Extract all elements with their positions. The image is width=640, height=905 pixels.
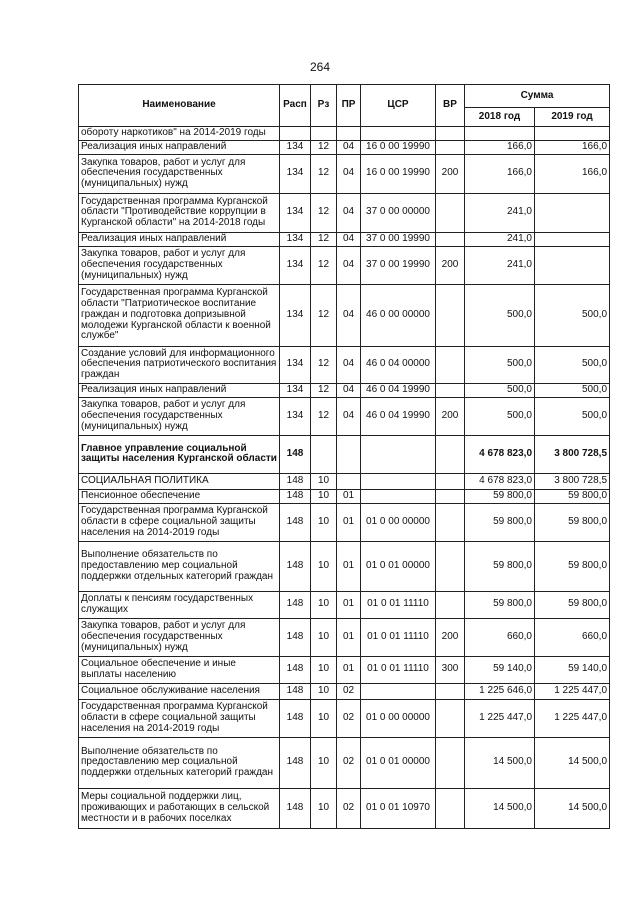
- row-rz: 10: [311, 699, 337, 737]
- row-name: Государственная программа Курганской области "Патриотическое воспитание граждан и подготовка допризывной молодежи Курганской области к военной службе": [79, 284, 280, 346]
- row-rasp: 148: [280, 503, 311, 541]
- row-name: Реализация иных направлений: [79, 232, 280, 246]
- row-pr: 01: [337, 541, 361, 591]
- header-2019: 2019 год: [535, 108, 610, 127]
- row-sum-2018: 14 500,0: [465, 737, 535, 788]
- row-name: Выполнение обязательств по предоставлению мер социальной поддержки отдельных категорий граждан: [79, 541, 280, 591]
- row-pr: 04: [337, 383, 361, 397]
- row-csr: [361, 127, 436, 141]
- table-row: [79, 193, 610, 232]
- row-sum-2018: 241,0: [465, 193, 535, 232]
- table-row: [79, 346, 610, 383]
- row-vr: [436, 346, 465, 383]
- row-vr: [436, 284, 465, 346]
- row-sum-2018: 59 800,0: [465, 489, 535, 503]
- row-pr: 04: [337, 246, 361, 284]
- row-sum-2018: 59 140,0: [465, 656, 535, 683]
- row-vr: [436, 473, 465, 489]
- table-row: [79, 788, 610, 828]
- table-row: [79, 591, 610, 618]
- row-vr: 300: [436, 656, 465, 683]
- header-name: Наименование: [79, 85, 280, 127]
- row-vr: [436, 503, 465, 541]
- row-name: Меры социальной поддержки лиц, проживающих и работающих в сельской местности и в рабочих поселках: [79, 788, 280, 828]
- header-rz: Рз: [311, 85, 337, 127]
- page-number: 264: [309, 60, 331, 74]
- table-row: [79, 683, 610, 699]
- table-body: [79, 127, 610, 829]
- row-sum-2019: 166,0: [535, 154, 610, 193]
- row-sum-2018: 4 678 823,0: [465, 473, 535, 489]
- row-sum-2018: 500,0: [465, 397, 535, 435]
- table-row: [79, 232, 610, 246]
- row-rz: 12: [311, 140, 337, 154]
- row-vr: [436, 699, 465, 737]
- row-name: Государственная программа Курганской области "Противодействие коррупции в Курганской области" на 2014-2018 годы: [79, 193, 280, 232]
- row-sum-2018: 500,0: [465, 284, 535, 346]
- row-vr: 200: [436, 154, 465, 193]
- row-sum-2019: [535, 193, 610, 232]
- table-row: [79, 383, 610, 397]
- row-sum-2019: 59 140,0: [535, 656, 610, 683]
- row-sum-2018: 500,0: [465, 346, 535, 383]
- row-sum-2019: 500,0: [535, 284, 610, 346]
- row-sum-2019: [535, 127, 610, 141]
- row-sum-2019: 660,0: [535, 618, 610, 656]
- table-row: [79, 699, 610, 737]
- row-rasp: 134: [280, 246, 311, 284]
- row-sum-2019: 1 225 447,0: [535, 683, 610, 699]
- row-pr: 01: [337, 503, 361, 541]
- row-sum-2018: 1 225 447,0: [465, 699, 535, 737]
- row-csr: 37 0 00 19990: [361, 232, 436, 246]
- row-sum-2018: 59 800,0: [465, 591, 535, 618]
- header-2018: 2018 год: [465, 108, 535, 127]
- row-pr: 04: [337, 232, 361, 246]
- row-sum-2018: 500,0: [465, 383, 535, 397]
- row-sum-2018: 241,0: [465, 246, 535, 284]
- row-pr: 04: [337, 397, 361, 435]
- row-csr: 01 0 01 10970: [361, 788, 436, 828]
- row-vr: 200: [436, 618, 465, 656]
- row-rz: 12: [311, 154, 337, 193]
- row-rz: 10: [311, 503, 337, 541]
- row-rz: 12: [311, 232, 337, 246]
- row-pr: [337, 473, 361, 489]
- row-name: Социальное обеспечение и иные выплаты населению: [79, 656, 280, 683]
- row-sum-2019: 14 500,0: [535, 788, 610, 828]
- row-vr: [436, 140, 465, 154]
- row-vr: [436, 193, 465, 232]
- row-rz: 10: [311, 683, 337, 699]
- row-sum-2019: 59 800,0: [535, 503, 610, 541]
- row-sum-2018: [465, 127, 535, 141]
- row-name: СОЦИАЛЬНАЯ ПОЛИТИКА: [79, 473, 280, 489]
- budget-table: [78, 84, 610, 829]
- row-csr: [361, 473, 436, 489]
- row-sum-2019: 14 500,0: [535, 737, 610, 788]
- row-csr: [361, 489, 436, 503]
- row-csr: 37 0 00 00000: [361, 193, 436, 232]
- row-name: Закупка товаров, работ и услуг для обеспечения государственных (муниципальных) нужд: [79, 246, 280, 284]
- row-sum-2019: 166,0: [535, 140, 610, 154]
- row-rz: 10: [311, 473, 337, 489]
- table-row: [79, 246, 610, 284]
- row-rz: 12: [311, 397, 337, 435]
- row-sum-2019: 500,0: [535, 383, 610, 397]
- row-name: Пенсионное обеспечение: [79, 489, 280, 503]
- row-name: Государственная программа Курганской области в сфере социальной защиты населения на 2014-2019 годы: [79, 699, 280, 737]
- table-row: [79, 473, 610, 489]
- row-csr: 46 0 04 00000: [361, 346, 436, 383]
- row-csr: 46 0 04 19990: [361, 397, 436, 435]
- row-sum-2019: 3 800 728,5: [535, 473, 610, 489]
- row-sum-2018: 59 800,0: [465, 503, 535, 541]
- row-vr: [436, 788, 465, 828]
- row-vr: [436, 591, 465, 618]
- row-rasp: 148: [280, 435, 311, 473]
- row-rz: 10: [311, 618, 337, 656]
- row-csr: [361, 683, 436, 699]
- row-vr: [436, 383, 465, 397]
- row-rasp: 148: [280, 683, 311, 699]
- row-sum-2018: 241,0: [465, 232, 535, 246]
- row-pr: 02: [337, 737, 361, 788]
- row-pr: 01: [337, 591, 361, 618]
- row-rz: 12: [311, 383, 337, 397]
- row-rz: 10: [311, 656, 337, 683]
- row-csr: 46 0 00 00000: [361, 284, 436, 346]
- table-row: [79, 140, 610, 154]
- row-csr: 01 0 00 00000: [361, 503, 436, 541]
- row-rz: 10: [311, 541, 337, 591]
- row-sum-2019: 59 800,0: [535, 541, 610, 591]
- row-pr: [337, 435, 361, 473]
- row-name: Реализация иных направлений: [79, 383, 280, 397]
- row-rasp: [280, 127, 311, 141]
- row-pr: 02: [337, 683, 361, 699]
- row-vr: [436, 232, 465, 246]
- row-rz: 12: [311, 346, 337, 383]
- row-pr: 04: [337, 140, 361, 154]
- row-vr: 200: [436, 246, 465, 284]
- table-row: [79, 737, 610, 788]
- row-pr: 04: [337, 154, 361, 193]
- table-row: [79, 435, 610, 473]
- row-name: Выполнение обязательств по предоставлению мер социальной поддержки отдельных категорий граждан: [79, 737, 280, 788]
- row-rasp: 134: [280, 397, 311, 435]
- row-pr: 01: [337, 618, 361, 656]
- row-name: Закупка товаров, работ и услуг для обеспечения государственных (муниципальных) нужд: [79, 397, 280, 435]
- row-sum-2019: 1 225 447,0: [535, 699, 610, 737]
- row-pr: 04: [337, 284, 361, 346]
- row-pr: 01: [337, 656, 361, 683]
- row-rasp: 148: [280, 618, 311, 656]
- row-rasp: 134: [280, 284, 311, 346]
- row-name: Государственная программа Курганской области в сфере социальной защиты населения на 2014-2019 годы: [79, 503, 280, 541]
- table-row: [79, 397, 610, 435]
- table-row: [79, 656, 610, 683]
- row-rasp: 148: [280, 473, 311, 489]
- table-row: [79, 127, 610, 141]
- row-rz: 12: [311, 284, 337, 346]
- row-vr: [436, 737, 465, 788]
- row-sum-2019: [535, 232, 610, 246]
- row-sum-2018: 14 500,0: [465, 788, 535, 828]
- row-pr: 01: [337, 489, 361, 503]
- row-sum-2019: 59 800,0: [535, 489, 610, 503]
- row-rz: 10: [311, 788, 337, 828]
- row-rasp: 134: [280, 346, 311, 383]
- row-rasp: 134: [280, 154, 311, 193]
- row-sum-2018: 1 225 646,0: [465, 683, 535, 699]
- table-row: [79, 154, 610, 193]
- row-vr: [436, 683, 465, 699]
- row-csr: 01 0 01 11110: [361, 656, 436, 683]
- row-name: Социальное обслуживание населения: [79, 683, 280, 699]
- table-row: [79, 541, 610, 591]
- row-rasp: 134: [280, 193, 311, 232]
- row-rz: [311, 127, 337, 141]
- row-vr: 200: [436, 397, 465, 435]
- row-sum-2018: 59 800,0: [465, 541, 535, 591]
- row-sum-2019: 3 800 728,5: [535, 435, 610, 473]
- header-vr: ВР: [436, 85, 465, 127]
- row-rz: 10: [311, 591, 337, 618]
- row-pr: 02: [337, 699, 361, 737]
- row-vr: [436, 489, 465, 503]
- row-sum-2018: 166,0: [465, 140, 535, 154]
- row-name: обороту наркотиков" на 2014-2019 годы: [79, 127, 280, 141]
- row-rasp: 148: [280, 699, 311, 737]
- table-header: [79, 85, 610, 127]
- row-rasp: 148: [280, 591, 311, 618]
- row-vr: [436, 435, 465, 473]
- row-sum-2018: 4 678 823,0: [465, 435, 535, 473]
- row-csr: 01 0 00 00000: [361, 699, 436, 737]
- row-rz: [311, 435, 337, 473]
- header-sum: Сумма: [465, 85, 610, 108]
- row-csr: [361, 435, 436, 473]
- row-csr: 01 0 01 00000: [361, 541, 436, 591]
- row-rasp: 148: [280, 788, 311, 828]
- row-csr: 46 0 04 19990: [361, 383, 436, 397]
- row-csr: 01 0 01 00000: [361, 737, 436, 788]
- header-pr: ПР: [337, 85, 361, 127]
- row-sum-2019: [535, 246, 610, 284]
- row-pr: 04: [337, 346, 361, 383]
- row-rz: 10: [311, 737, 337, 788]
- table-row: [79, 284, 610, 346]
- row-pr: [337, 127, 361, 141]
- row-pr: 04: [337, 193, 361, 232]
- row-name: Доплаты к пенсиям государственных служащих: [79, 591, 280, 618]
- row-rasp: 148: [280, 489, 311, 503]
- row-rasp: 134: [280, 383, 311, 397]
- row-vr: [436, 127, 465, 141]
- row-rasp: 134: [280, 232, 311, 246]
- row-name: Главное управление социальной защиты населения Курганской области: [79, 435, 280, 473]
- row-sum-2018: 166,0: [465, 154, 535, 193]
- row-rz: 12: [311, 246, 337, 284]
- row-csr: 16 0 00 19990: [361, 154, 436, 193]
- row-csr: 01 0 01 11110: [361, 618, 436, 656]
- row-name: Закупка товаров, работ и услуг для обеспечения государственных (муниципальных) нужд: [79, 618, 280, 656]
- row-sum-2018: 660,0: [465, 618, 535, 656]
- row-name: Создание условий для информационного обеспечения патриотического воспитания граждан: [79, 346, 280, 383]
- row-sum-2019: 59 800,0: [535, 591, 610, 618]
- row-rasp: 134: [280, 140, 311, 154]
- row-rz: 12: [311, 193, 337, 232]
- row-csr: 16 0 00 19990: [361, 140, 436, 154]
- row-vr: [436, 541, 465, 591]
- row-rasp: 148: [280, 541, 311, 591]
- row-csr: 37 0 00 19990: [361, 246, 436, 284]
- row-name: Закупка товаров, работ и услуг для обеспечения государственных (муниципальных) нужд: [79, 154, 280, 193]
- row-csr: 01 0 01 11110: [361, 591, 436, 618]
- table-row: [79, 503, 610, 541]
- row-rasp: 148: [280, 656, 311, 683]
- header-rasp: Расп: [280, 85, 311, 127]
- table-row: [79, 489, 610, 503]
- row-sum-2019: 500,0: [535, 346, 610, 383]
- row-pr: 02: [337, 788, 361, 828]
- row-rz: 10: [311, 489, 337, 503]
- row-rasp: 148: [280, 737, 311, 788]
- table-row: [79, 618, 610, 656]
- row-sum-2019: 500,0: [535, 397, 610, 435]
- row-name: Реализация иных направлений: [79, 140, 280, 154]
- header-csr: ЦСР: [361, 85, 436, 127]
